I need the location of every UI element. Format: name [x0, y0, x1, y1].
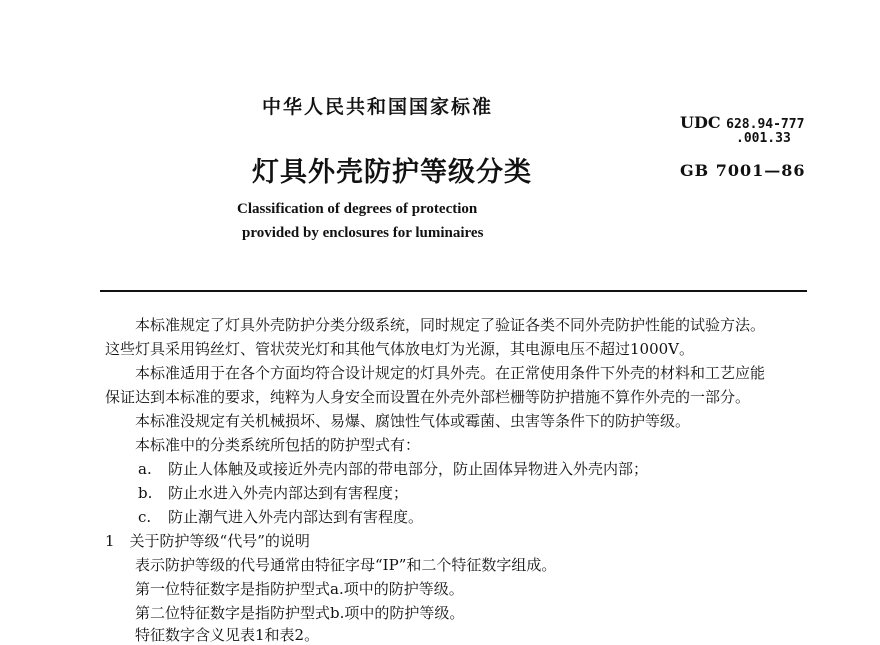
section-1-paragraph: 表示防护等级的代号通常由特征字母“IP”和二个特征数字组成。: [135, 556, 557, 574]
section-1-paragraph: 第二位特征数字是指防护型式b.项中的防护等级。: [135, 604, 465, 622]
list-item-text: 防止人体触及或接近外壳内部的带电部分，防止固体异物进入外壳内部；: [168, 460, 649, 478]
udc-label: UDC: [680, 113, 721, 132]
udc-code-line2: .001.33: [736, 131, 791, 146]
paragraph-applicability-line2: 保证达到本标准的要求，纯粹为人身安全而设置在外壳外部栏栅等防护措施不算作外壳的一部分。: [105, 388, 751, 406]
list-item-mark: c.: [138, 508, 152, 526]
standard-title-english-line1: Classification of degrees of protection: [237, 201, 478, 217]
paragraph-protection-types: 本标准中的分类系统所包括的防护型式有：: [135, 436, 421, 454]
list-item-text: 防止潮气进入外壳内部达到有害程度。: [168, 508, 424, 526]
paragraph-applicability-line1: 本标准适用于在各个方面均符合设计规定的灯具外壳。在正常使用条件下外壳的材料和工艺应能: [135, 364, 766, 382]
paragraph-scope-line2: 这些灯具采用钨丝灯、管状荧光灯和其他气体放电灯为光源，其电源电压不超过1000V。: [105, 340, 695, 358]
standard-title-english-line2: provided by enclosures for luminaires: [242, 225, 484, 241]
header-divider: [100, 290, 807, 292]
list-item-mark: b.: [138, 484, 153, 502]
section-1-paragraph-cut-off: 特征数字含义见表1和表2。: [135, 626, 320, 644]
list-item-text: 防止水进入外壳内部达到有害程度；: [168, 484, 409, 502]
list-item-mark: a.: [138, 460, 152, 478]
gb-standard-number: GB 7001—86: [680, 161, 806, 180]
udc-code-line1: 628.94-777: [726, 117, 805, 132]
udc-classification: [680, 113, 804, 132]
paragraph-exclusions: 本标准没规定有关机械损坏、易爆、腐蚀性气体或霉菌、虫害等条件下的防护等级。: [135, 412, 691, 430]
section-1-heading: 1 关于防护等级“代号”的说明: [105, 532, 310, 550]
paragraph-scope-line1: 本标准规定了灯具外壳防护分类分级系统，同时规定了验证各类不同外壳防护性能的试验方法。: [135, 316, 766, 334]
issuing-authority: 中华人民共和国国家标准: [262, 96, 494, 118]
section-1-paragraph: 第一位特征数字是指防护型式a.项中的防护等级。: [135, 580, 464, 598]
standard-title-chinese: 灯具外壳防护等级分类: [252, 157, 532, 188]
